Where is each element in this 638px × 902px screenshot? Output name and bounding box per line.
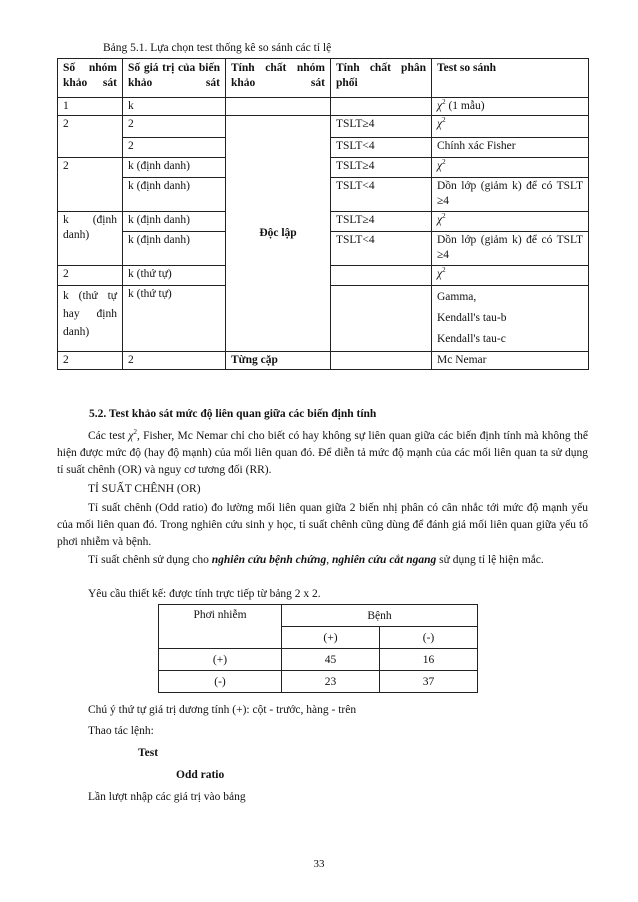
ordinal-tests-cell xyxy=(432,286,589,352)
table-row: 2 k (định danh) TSLT≥4 $\chi^2$ xyxy=(58,158,589,178)
menu-test: Test xyxy=(138,747,159,759)
ordinal-test-line: Gamma, xyxy=(437,291,477,303)
paragraph-design: Yêu cầu thiết kế: được tính trực tiếp từ bảng 2 x 2. xyxy=(88,588,321,600)
operation-label: Thao tác lệnh: xyxy=(88,725,154,737)
paragraph-intro: Các test $\chi^2$, Fisher, Mc Nemar chỉ cho biết có hay không sự liên quan giữa các biến định tính mà không thể hiện được mức độ (hay độ mạnh) của mối liên quan đó. Để diễn tả mức độ mạnh của các mối liên quan ta sử dụng tỉ suất chênh (OR) và nguy cơ tương đối (RR). xyxy=(57,428,588,476)
table-row: 2 2 Từng cặp Mc Nemar xyxy=(58,352,589,370)
paragraph-or-definition: Tỉ suất chênh (Odd ratio) đo lường mối liên quan giữa 2 biến nhị phân có cân nhắc tới mức độ mạnh yếu của mối liên quan đó. Trong nghiên cứu sinh y học, tỉ suất chênh cũng dùng để đánh giá mối liên quan giữa yếu tố phơi nhiễm và bệnh. xyxy=(57,502,588,548)
table-caption: Bảng 5.1. Lựa chọn test thống kê so sánh các tỉ lệ xyxy=(103,42,332,54)
table-row: 2 TSLT<4 Chính xác Fisher xyxy=(58,138,589,158)
ordinal-test-line: Kendall's tau-b xyxy=(437,312,507,324)
header-groups: Số nhóm khảo sát xyxy=(58,59,123,98)
table-row: 1 k $\chi^2$ (1 mẫu) xyxy=(58,98,589,116)
table-row: (+) 45 16 xyxy=(159,649,478,671)
instruction-line: Lần lượt nhập các giá trị vào bảng xyxy=(88,791,246,803)
menu-odd-ratio: Odd ratio xyxy=(176,769,225,781)
table-row: k (định danh) k (định danh) TSLT≥4 $\chi^2$ xyxy=(58,212,589,232)
note-order: Chú ý thứ tự giá trị dương tính (+): cột - trước, hàng - trên xyxy=(88,704,357,716)
independent-cell: Độc lập xyxy=(226,116,331,352)
table-row: k (định danh) TSLT<4 Dồn lớp (giảm k) để có TSLT ≥4 xyxy=(58,232,589,266)
subheading-or: TỈ SUẤT CHÊNH (OR) xyxy=(88,483,201,495)
page-number: 33 xyxy=(313,858,325,870)
paragraph-or-usage: Tỉ suất chênh sử dụng cho nghiên cứu bệnh chứng, nghiên cứu cắt ngang sử dụng tỉ lệ hiện mắc. xyxy=(88,554,544,566)
table-row: 2 k (thứ tự) $\chi^2$ xyxy=(58,266,589,286)
table-row: (-) 23 37 xyxy=(159,671,478,693)
contingency-table xyxy=(158,604,478,693)
test-cell: $\chi^2$ (1 mẫu) xyxy=(432,98,589,116)
ordinal-test-line: Kendall's tau-c xyxy=(437,333,506,345)
table-row: 2 2 Độc lập TSLT≥4 $\chi^2$ xyxy=(58,116,589,138)
table-row: Phơi nhiễm Bệnh xyxy=(159,605,478,627)
header-values: Số giá trị của biến khảo sát xyxy=(123,59,226,98)
header-distribution: Tính chất phân phối xyxy=(331,59,432,98)
table-header-row xyxy=(58,59,589,98)
header-group-nature: Tính chất nhóm khảo sát xyxy=(226,59,331,98)
table-row: k (thứ tự hay định danh) k (thứ tự) Gamma, Kendall's tau-b Kendall's tau-c xyxy=(58,286,589,352)
table-row: k (định danh) TSLT<4 Dồn lớp (giảm k) để có TSLT ≥4 xyxy=(58,178,589,212)
header-test: Test so sánh xyxy=(432,59,589,98)
comparison-test-table xyxy=(57,58,589,370)
section-title: 5.2. Test khảo sát mức độ liên quan giữa các biến định tính xyxy=(89,408,377,420)
table-row: (+) (-) xyxy=(159,627,478,649)
